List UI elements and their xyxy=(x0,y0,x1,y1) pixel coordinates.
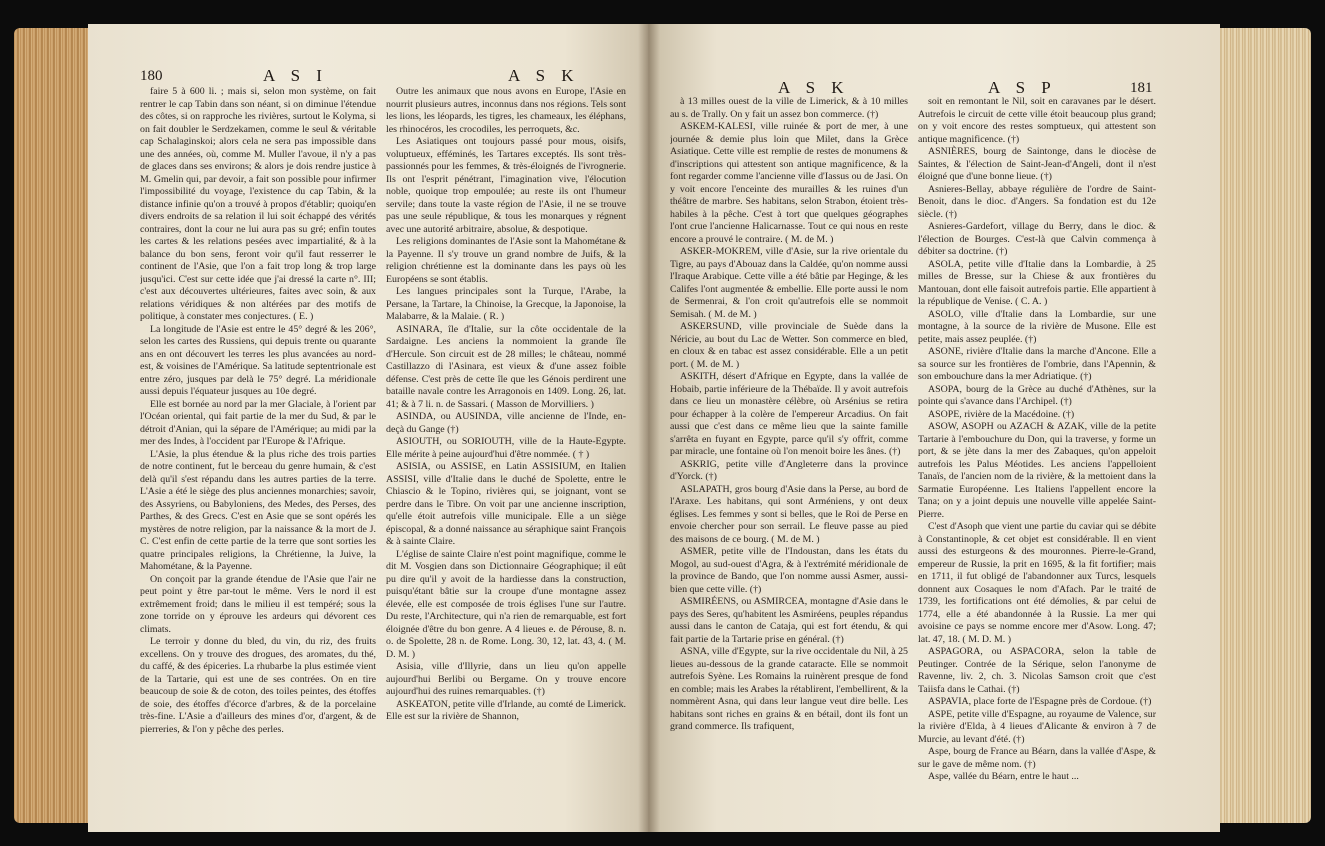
paragraph: Asnieres-Bellay, abbaye régulière de l'ordre de Saint-Benoit, dans le dioc. d'Angers. Sa fondation est du 12e siècle. (†) xyxy=(918,183,1156,220)
paragraph: ASKRIG, petite ville d'Angleterre dans la province d'Yorck. (†) xyxy=(670,458,908,482)
paragraph: ASPAGORA, ou ASPACORA, selon la table de Peutinger. Contrée de la Sérique, selon l'anonyme de Ravenne, liv. 2, ch. 3. Nicolas Samson croit que c'est Taiisfa dans le Cathai. (†) xyxy=(918,646,1156,695)
right-page-edges xyxy=(1219,28,1311,823)
paragraph: ASOLA, petite ville d'Italie dans la Lombardie, à 25 milles de Bresse, sur la Chiese & aux frontières du Mantouan, dont elle faisoit autrefois partie. Elle appartient à la république de Venise. ( C. A. ) xyxy=(918,258,1156,307)
paragraph: ASOPE, rivière de la Macédoine. (†) xyxy=(928,408,1075,420)
paragraph: Les langues principales sont la Turque, l'Arabe, la Persane, la Tartare, la Chinoise, la Grecque, la Japonoise, la Malabarre, & la Malaie. ( R. ) xyxy=(386,286,626,322)
paragraph: ASKERSUND, ville provinciale de Suède dans la Néricie, au bout du Lac de Wetter. Son commerce en bled, en cloux & en tabac est assez considérable. Elle a un petit port. ( M. de M. ) xyxy=(670,321,908,370)
paragraph: à 13 milles ouest de la ville de Limerick, & à 10 milles au s. de Trally. On y fait un assez bon commerce. (†) xyxy=(670,96,908,120)
paragraph: Le terroir y donne du bled, du vin, du riz, des fruits excellens. On y trouve des drogues, des aromates, du thé, du caffé, & des épiceries. La rhubarbe la plus estimée vient de la Tartarie, qui est une de ses contrées. On en tire beaucoup de soie & de coton, des toiles peintes, des étoffes de soie, des étoffes d'écorce d'arbres, & de la porcelaine très-fine. L'Asie a d'ailleurs des mines d'or, d'argent, & de pierreries, & l'on y pêche des perles. xyxy=(140,636,376,735)
paragraph: La longitude de l'Asie est entre le 45° degré & les 206°, selon les cartes des Russiens, qui depuis trente ou quarante ans en ont découvert les terres les plus avancées au nord-est, & voisines de l'Amérique. Sa latitude septentrionale est entre zéro, jusques par delà le 75° degré. La méridionale aussi depuis l'équateur jusques au 10e degré. xyxy=(140,323,376,397)
paragraph: ASOLO, ville d'Italie dans la Lombardie, sur une montagne, à la source de la rivière de Musone. Elle est petite, mais assez peuplée. (†) xyxy=(918,308,1156,345)
paragraph: ASOPA, bourg de la Grèce au duché d'Athènes, sur la pointe qui s'avance dans l'Archipel. (†) xyxy=(918,383,1156,407)
paragraph: ASPAVIA, place forte de l'Espagne près de Cordoue. (†) xyxy=(928,696,1152,707)
paragraph: C'est d'Asoph que vient une partie du caviar qui se débite à Constantinople, & cet objet est considérable. Il en vient aussi des esturgeons & des mouronnes. Pierre-le-Grand, empereur de Russie, la prit en 1695, & la fit fortifier; mais en 1711, il fut obligé de l'abandonner aux Turcs, lesquels donnent aux Cosaques le nom d'Afach. Par le traité de 1739, les fortifications ont été démolies, & par celui de 1774, elle a été abandonnée à la Russie. La mer qui avoisine ce pays se nomme encore mer d'Asow. Long. 47; lat. 47, 18. ( M. D. M. ) xyxy=(918,521,1156,645)
paragraph: ASPE, petite ville d'Espagne, au royaume de Valence, sur la rivière d'Elda, à 4 lieues d'Alicante & environ à 7 de Murcie, au levant d'été. (†) xyxy=(918,708,1156,745)
right-running-head-2: A S P xyxy=(988,78,1057,97)
right-running-head-1: A S K xyxy=(778,78,850,97)
left-column-2 xyxy=(386,86,626,826)
paragraph: Les Asiatiques ont toujours passé pour mous, oisifs, voluptueux, efféminés, les Tartares exceptés. Ils sont très-passionnés pour les femmes, & très-éloignés de l'ivrognerie. Ils ont l'esprit pénétrant, l'imagination vive, l'élocution noble, quoique trop empoulée; au reste ils ont l'humeur servile; dans toute la vaste région de l'Asie, il ne se trouve pas une seule république, & tous les monarques y régnent avec une autorité arbitraire, absolue, & despotique. xyxy=(386,136,626,235)
left-running-head-1: A S I xyxy=(263,66,328,85)
paragraph: Les religions dominantes de l'Asie sont la Mahométane & la Payenne. Il s'y trouve un grand nombre de Juifs, & la religion chrétienne est la dominante dans les pays où les Européens se sont établis. xyxy=(386,236,626,285)
paragraph: L'Asie, la plus étendue & la plus riche des trois parties de notre continent, fut le berceau du genre humain, & c'est delà qu'il s'est répandu dans les autres parties de la terre. L'Asie a été le siège des plus anciennes monarchies; savoir, des Assyriens, ou Babyloniens, des Medes, des Perses, des Parthes, & des Grecs. C'est en Asie que se sont opérés les mystères de notre religion, par la naissance & la mort de J. C. C'est enfin de cette partie de la terre que sont sorties les quatre principales religions, la Chrétienne, la Juive, la Mahométane, & la Payenne. xyxy=(140,448,376,572)
left-column-1 xyxy=(140,86,376,826)
paragraph: ASNA, ville d'Egypte, sur la rive occidentale du Nil, à 25 lieues au-dessous de la grande cataracte. Elle se nommoit autrefois Syène. Les Romains la ruinèrent presque de fond en comble; mais les Arabes la rétablirent, l'embellirent, & la nommèrent Asna, qui dans leur langue veut dire belle. Les habitans sont riches en grains & en bétail, dont ils font un grand commerce. Ils trafiquent, xyxy=(670,646,908,732)
paragraph: ASMER, petite ville de l'Indoustan, dans les états du Mogol, au sud-ouest d'Agra, & à l'extrémité méridionale de la province de Bando, que l'on nomme aussi Asmer, aussi-bien que cette ville. (†) xyxy=(670,546,908,595)
paragraph: ASKEATON, petite ville d'Irlande, au comté de Limerick. Elle est sur la rivière de Shannon, xyxy=(386,698,626,722)
paragraph: Asisia, ville d'Illyrie, dans un lieu qu'on appelle aujourd'hui Berlibi ou Bergame. On y trouve encore aujourd'hui des ruines remarquables. (†) xyxy=(386,661,626,697)
paragraph: On conçoit par la grande étendue de l'Asie que l'air ne peut point y être par-tout le même. Vers le nord il est extrêmement froid; dans le milieu il est tempéré; sous la zone torride on y éprouve les ardeurs qui dévorent ces climats. xyxy=(140,573,376,635)
right-page xyxy=(648,24,1220,832)
paragraph: Asnieres-Gardefort, village du Berry, dans le dioc. & l'élection de Bourges. C'est-là que Calvin commença à débiter sa doctrine. (†) xyxy=(918,221,1156,257)
paragraph: faire 5 à 600 li. ; mais si, selon mon système, on fait rentrer le cap Tabin dans son néant, si on diminue l'étendue des côtes, si on rapproche les rivières, surtout le Kolyma, si on fait doubler le Serdzekamen, comme le seul & véritable cap Schalaginskoi; alors cela ne sera pas impossible dans une des années, où, comme M. Muller l'avoue, il n'y a pas de glaces dans ses environs; & alors je dois rendre justice à M. Gmelin qui, par devoir, a fait son possible pour infirmer l'impossibilité du voyage, l'existence du cap Tabin, & la distance infinie qu'on a trouvé à propos d'établir; quoiqu'en divers endroits de sa relation il lui soit échappé des vérités contraires, dont la cour ne lui aura pas su gré; enfin toutes les cartes & les relations pesées avec impartialité, & à la balance du bon sens, feront voir qu'il faut resserrer le continent de l'Asie, que l'on a fait trop long & trop large jusqu'ici. C'est sur cette idée que j'ai dressé la carte n°. III; c'est aux découvertes ultérieures, faites avec soin, & aux relations véridiques & non altérées par des motifs de politique, à constater mes conjectures. ( E. ) xyxy=(140,86,376,322)
paragraph: ASNIÈRES, bourg de Saintonge, dans le diocèse de Saintes, & l'élection de Saint-Jean-d'Angeli, dont il n'est éloigné que d'une bonne lieue. (†) xyxy=(918,146,1156,182)
left-running-head-2: A S K xyxy=(508,66,580,85)
paragraph: ASLAPATH, gros bourg d'Asie dans la Perse, au bord de l'Araxe. Les habitans, qui sont Arméniens, y ont deux églises. Les femmes y sont si belles, que le Roi de Perse en envoie chercher pour son serrail. Le fleuve passe au pied des maisons de ce bourg. ( M. de M. ) xyxy=(670,483,908,545)
paragraph: Aspe, bourg de France au Béarn, dans la vallée d'Aspe, & sur le gave de même nom. (†) xyxy=(918,746,1156,770)
right-column-1 xyxy=(670,96,908,824)
paragraph: ASKEM-KALESI, ville ruinée & port de mer, à une journée & demie plus loin que Milet, dans la Grèce Asiatique. Cette ville est remplie de restes de monumens & d'inscriptions qui attestent son antique magnificence, & la font regarder comme l'ancienne ville d'Iassus ou de Jasi. On y voit encore l'enceinte des murailles & les ruines d'un théâtre de marbre. Ses habitans, selon Strabon, étoient très-habiles à la pêche. C'est à tort que quelques géographes l'ont crue l'ancienne Halicarnasse. Tout ce qui nous en reste encore a prouvé le contraire. ( M. de M. ) xyxy=(670,121,908,245)
paragraph: ASINDA, ou AUSINDA, ville ancienne de l'Inde, en-deçà du Gange (†) xyxy=(386,411,626,435)
paragraph: ASISIA, ou ASSISE, en Latin ASSISIUM, en Italien ASSISI, ville d'Italie dans le duché de Spolette, entre le Chiascio & le Topino, rivières qui, se joignant, vont se perdre dans le Tibre. On voit par une ancienne inscription, qu'elle étoit autrefois ville municipale. Elle a un siège épiscopal, & a donné naissance au séraphique saint François & à sainte Claire. xyxy=(386,461,626,547)
paragraph: Outre les animaux que nous avons en Europe, l'Asie en nourrit plusieurs autres, inconnus dans nos régions. Tels sont les lions, les léopards, les tigres, les chameaux, les éléphans, les rhinocéros, les crocodiles, les perroquets, &c. xyxy=(386,86,626,135)
paragraph: ASMIRÉENS, ou ASMIRCEA, montagne d'Asie dans le pays des Seres, qu'habitent les Asmiréens, peuples répandus aussi dans le canton de Cataja, qui est fort étendu, & qui fait partie de la Tartarie prise en général. (†) xyxy=(670,596,908,645)
paragraph: ASONE, rivière d'Italie dans la marche d'Ancone. Elle a sa source sur les frontières de l'ombrie, dans l'Apennin, & son embouchure dans la mer Adriatique. (†) xyxy=(918,346,1156,382)
paragraph: ASKITH, désert d'Afrique en Egypte, dans la vallée de Hobaib, partie inférieure de la Thébaïde. Il y avoit autrefois dans ce lieu un monastère célèbre, où Arsénius se retira pour échapper à la colère de l'empereur Arcadius. On fait aussi que c'est dans ce même lieu que la sainte famille s'arrêta en fuyant en Egypte, parce qu'il s'y offrit, comme par miracle, une fontaine où l'on menoit boire les ânes. (†) xyxy=(670,371,908,457)
left-page-number: 180 xyxy=(140,68,163,84)
book-gutter xyxy=(638,24,660,832)
paragraph: soit en remontant le Nil, soit en caravanes par le désert. Autrefois le circuit de cette ville étoit beaucoup plus grand; on y voit encore des restes somptueux, qui attestent son antique magnificence. (†) xyxy=(918,96,1156,145)
paragraph: L'église de sainte Claire n'est point magnifique, comme le dit M. Vosgien dans son Dictionnaire Géographique; il eût pu dire qu'il y avoit de la hardiesse dans la construction, puisqu'étant bâtie sur la croupe d'une montagne assez élevée, elle est composée de trois églises l'une sur l'autre. Du reste, l'Architecture, qui n'a rien de remarquable, est fort éloignée d'être du bon genre. A 4 lieues e. de Pérouse, 8. n. o. de Spolette, 28 n. de Rome. Long. 30, 12, lat. 43, 4. ( M. D. M. ) xyxy=(386,548,626,660)
left-page-edges xyxy=(14,28,94,823)
paragraph: ASKER-MOKREM, ville d'Asie, sur la rive orientale du Tigre, au pays d'Abouaz dans la Caldée, qu'on nomme aussi l'Iraque Arabique. Cette ville a été bâtie par Heginge, & les Califes l'ont augmentée & embellie. Elle porte aussi le nom de Sermenrai, & l'on croit qu'autrefois elle se nommoit Semisah. ( M. de M. ) xyxy=(670,246,908,320)
paragraph: ASOW, ASOPH ou AZACH & AZAK, ville de la petite Tartarie à l'embouchure du Don, qui la traverse, y forme un port, & se jète dans la mer des Zabaques, qu'on appeloit autrefois les Palus Méotides. Les anciens l'appelloient Tanaïs, de l'ancien nom de la rivière, & la mettoient dans la Sarmatie Européenne. Les Italiens l'appellent encore la Tana; on y a joint depuis une nouvelle ville appelée Saint-Pierre. xyxy=(918,421,1156,520)
paragraph: Elle est bornée au nord par la mer Glaciale, à l'orient par l'Océan oriental, qui fait partie de la mer du Sud, & par le détroit d'Anian, qui la sépare de l'Amérique; au midi par la mer des Indes, à l'occident par l'Europe & l'Afrique. xyxy=(140,398,376,447)
right-page-number: 181 xyxy=(1130,80,1153,96)
paragraph: ASIOUTH, ou SORIOUTH, ville de la Haute-Egypte. Elle mérite à peine aujourd'hui d'être nommée. ( † ) xyxy=(386,436,626,460)
paragraph: ASINARA, île d'Italie, sur la côte occidentale de la Sardaigne. Les anciens la nommoient la grande île d'Hercule. Son circuit est de 28 milles; le château, nommé Castillazzo di l'Asinara, est vieux & d'une assez foible défense. C'est près de cette île que les Génois perdirent une bataille navale contre les Arragonois en 1409. Long. 26, lat. 41; & à 7 li. n. de Sassari. ( Masson de Morvilliers. ) xyxy=(386,323,626,410)
paragraph: Aspe, vallée du Béarn, entre le haut ... xyxy=(928,771,1079,782)
left-page xyxy=(88,24,648,832)
open-book xyxy=(0,18,1325,840)
right-column-2 xyxy=(918,96,1156,824)
